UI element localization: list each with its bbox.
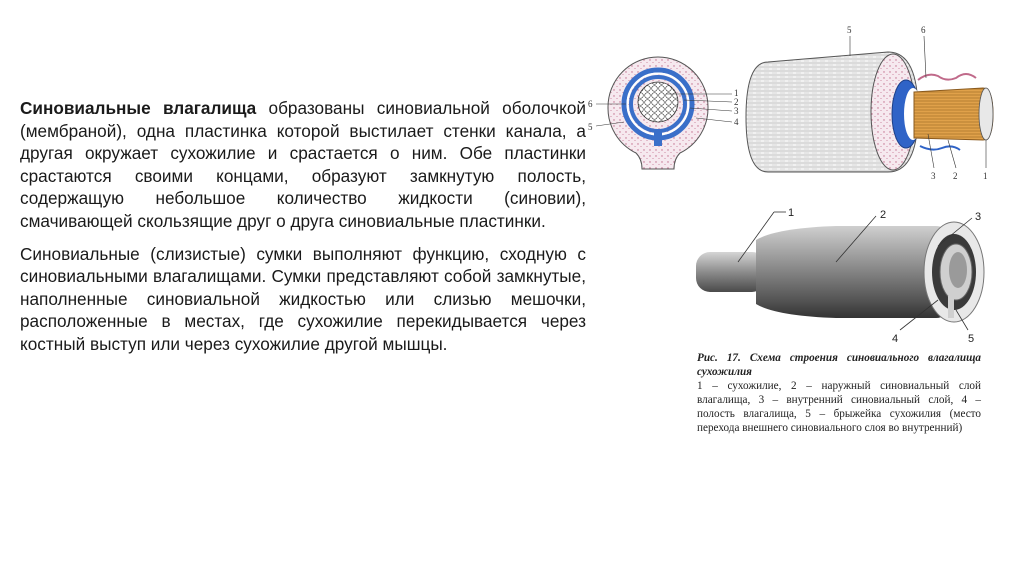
- side-label: 1: [983, 171, 988, 181]
- side-label: 3: [931, 171, 936, 181]
- cross-label: 4: [734, 117, 739, 127]
- paragraph-synovial-sheaths: [20, 97, 586, 233]
- paragraph-synovial-bursae: [20, 243, 586, 356]
- cross-label: 3: [734, 106, 739, 116]
- bottom-label: 3: [975, 211, 982, 223]
- side-label: 2: [953, 171, 958, 181]
- bottom-label: 4: [892, 333, 899, 345]
- cross-label: 1: [734, 88, 739, 98]
- side-label: 5: [847, 25, 852, 35]
- bottom-label: 5: [968, 333, 975, 345]
- bottom-label: 1: [788, 207, 795, 219]
- paragraph-text: образованы синовиальной оболочкой (мембраной), одна пластинка которой выстилает стенки канала, а другая окружает сухожилие и срастается о ним. Обе пластинки срастаются своими концами, образуют замкнутую полость, содержащую небольшое количество жидкости (синовии), смачивающей скользящие друг о друга синовиальные пластинки.: [20, 98, 586, 231]
- bold-term: Синовиальные влагалища: [20, 98, 257, 118]
- cross-label: 2: [734, 97, 739, 107]
- figure-caption: [697, 351, 981, 435]
- tendon-sheath-diagram-top: [588, 22, 1000, 192]
- cross-label: 5: [588, 122, 593, 132]
- bottom-label: 2: [880, 209, 887, 221]
- paragraph-text: Синовиальные (слизистые) сумки выполняют функцию, сходную с синовиальными влагалищами. Сумки представляют собой замкнутые, наполненные синовиальной жидкостью или слизью мешочки, расположенные в местах, где сухожилие перекидывается через костный выступ или через сухожилие другой мышцы.: [20, 243, 586, 354]
- caption-text: 1 – сухожилие, 2 – наружный синовиальный слой влагалища, 3 – внутренний синовиальный слой, 4 – полость влагалища, 5 – брыжейка сухожилия (место перехода внешнего синовиального слоя во внутренний): [697, 380, 981, 434]
- text-column: [20, 97, 586, 366]
- side-label: 6: [921, 25, 926, 35]
- longitudinal-view: [746, 52, 993, 172]
- cross-label: 6: [588, 99, 593, 109]
- cross-section-view: [608, 57, 708, 169]
- caption-title: Рис. 17. Схема строения синовиального влагалища сухожилия: [697, 352, 981, 378]
